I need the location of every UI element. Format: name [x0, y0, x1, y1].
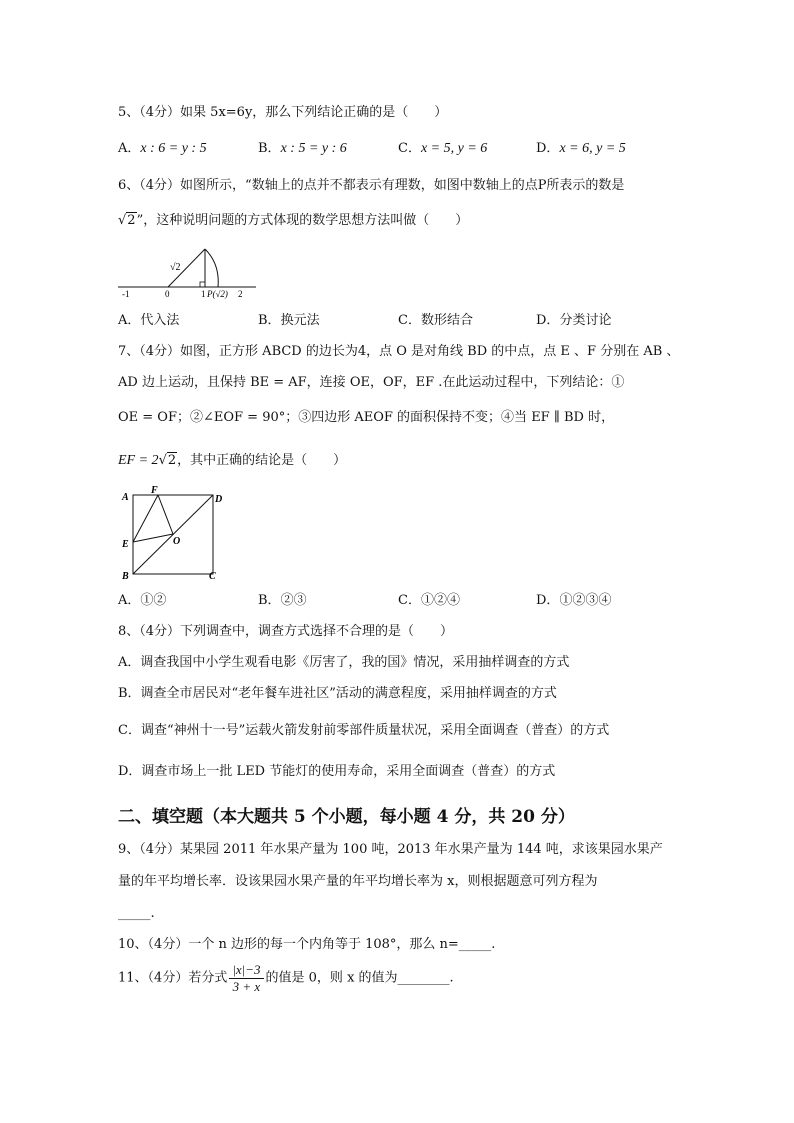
q6-stem-line2-rest: ”，这种说明问题的方式体现的数学思想方法叫做（ ）	[136, 213, 469, 228]
q7-option-b	[258, 592, 307, 610]
q7-option-c-text: ①②④	[420, 593, 460, 608]
q7-option-a	[118, 592, 166, 610]
q11-fraction	[229, 962, 263, 995]
q5-option-c-text: x = 5, y = 6	[420, 141, 488, 156]
q7-option-c	[398, 592, 460, 610]
label-d: D	[215, 494, 223, 505]
q7-option-b-label: B．	[258, 593, 281, 608]
q5-option-d-label: D．	[536, 141, 560, 156]
q7-option-d-label: D．	[536, 593, 560, 608]
tick-0: 0	[165, 289, 170, 299]
q6-stem-line2	[118, 212, 468, 230]
q6-option-d-label: D．	[536, 313, 560, 328]
label-a: A	[122, 492, 129, 503]
q11-pre: 11、（4分）若分式	[118, 970, 228, 986]
label-o: O	[173, 536, 181, 547]
q6-sqrt: √2	[118, 213, 136, 228]
q8-option-d: D．调查市场上一批 LED 节能灯的使用寿命，采用全面调查（普查）的方式	[118, 764, 556, 779]
q7-line3: OE = OF；②∠EOF = 90°；③四边形 AEOF 的面积保持不变；④当 EF ∥ BD 时，	[118, 410, 615, 425]
section-heading: 二、填空题（本大题共 5 个小题，每小题 4 分，共 20 分）	[118, 807, 575, 827]
tick-minus1: -1	[122, 289, 130, 299]
q6-option-d-text: 分类讨论	[559, 313, 612, 328]
q8-stem: 8、（4分）下列调查中，调查方式选择不合理的是（ ）	[118, 624, 454, 639]
q7-option-a-text: ①②	[140, 593, 167, 608]
q6-option-b-text: 换元法	[280, 313, 320, 328]
q7-option-b-text: ②③	[280, 593, 307, 608]
q9-blank: _____.	[118, 906, 155, 921]
right-angle-mark	[200, 282, 205, 287]
q7-line2: AD 边上运动，且保持 BE = AF，连接 OE，OF，EF .在此运动过程中，下列结论：①	[118, 375, 625, 390]
q5-option-d	[536, 140, 626, 158]
segment-ef	[133, 495, 158, 542]
q6-option-a-text: 代入法	[140, 313, 180, 328]
q7-option-d	[536, 592, 611, 610]
q5-option-b	[258, 140, 347, 158]
label-b: B	[122, 571, 129, 582]
q8-option-a: A．调查我国中小学生观看电影《厉害了，我的国》情况，采用抽样调查的方式	[118, 655, 570, 670]
q5-stem: 5、（4分）如果 5x=6y，那么下列结论正确的是（ ）	[118, 105, 448, 120]
q7-option-c-label: C．	[398, 593, 421, 608]
q7-line4-pre: EF = 2	[118, 453, 159, 468]
q5-option-c	[398, 140, 487, 158]
q6-option-b-label: B．	[258, 313, 281, 328]
q7-line4	[118, 452, 346, 470]
segment-of	[158, 495, 173, 534]
number-line-figure	[118, 244, 258, 300]
q6-stem-line1: 6、（4分）如图所示，“数轴上的点并不都表示有理数，如图中数轴上的点P所表示的数是	[118, 178, 625, 193]
hyp-label: √2	[170, 262, 181, 273]
q6-option-c	[398, 312, 473, 330]
q6-option-c-text: 数形结合	[420, 313, 473, 328]
q6-sqrt-radicand: 2	[127, 213, 136, 228]
label-f: F	[151, 485, 158, 496]
label-e: E	[122, 539, 129, 550]
q5-option-b-text: x : 5 = y : 6	[280, 141, 347, 156]
q5-option-c-label: C．	[398, 141, 421, 156]
q8-option-c: C．调查“神州十一号”运载火箭发射前零部件质量状况，采用全面调查（普查）的方式	[118, 723, 610, 738]
q5-option-a-text: x : 6 = y : 5	[140, 141, 207, 156]
q7-line4-post: ，其中正确的结论是（ ）	[177, 453, 347, 468]
arc	[205, 249, 218, 287]
q7-sqrt-radicand: 2	[167, 453, 177, 468]
tick-2: 2	[238, 289, 243, 299]
tick-1: 1	[201, 289, 206, 299]
q6-option-a-label: A．	[118, 313, 141, 328]
q11-numerator: |x|−3	[229, 962, 263, 979]
q9-line2: 量的年平均增长率．设该果园水果产量的年平均增长率为 x，则根据题意可列方程为	[118, 874, 598, 889]
q5-option-a-label: A．	[118, 141, 141, 156]
q6-option-c-label: C．	[398, 313, 421, 328]
q6-option-a	[118, 312, 179, 330]
q11-post: 的值是 0，则 x 的值为________.	[265, 970, 454, 986]
label-c: C	[209, 571, 216, 582]
q7-option-d-text: ①②③④	[559, 593, 612, 608]
tick-p: P(√2)	[207, 289, 228, 299]
q6-option-d	[536, 312, 611, 330]
q6-option-b	[258, 312, 320, 330]
q11-line	[118, 962, 454, 995]
q5-option-a	[118, 140, 207, 158]
q5-option-b-label: B．	[258, 141, 281, 156]
square-figure	[120, 486, 225, 582]
q7-option-a-label: A．	[118, 593, 141, 608]
q10-text: 10、（4分）一个 n 边形的每一个内角等于 108°，那么 n=_____.	[118, 937, 496, 952]
q8-option-b: B．调查全市居民对“老年餐车进社区”活动的满意程度，采用抽样调查的方式	[118, 686, 557, 701]
q7-sqrt: √2	[158, 453, 177, 468]
q9-line1: 9、（4分）某果园 2011 年水果产量为 100 吨，2013 年水果产量为 144 吨，求该果园水果产	[118, 842, 663, 857]
q11-denominator: 3 + x	[232, 979, 261, 994]
q7-line1: 7、（4分）如图，正方形 ABCD 的边长为4，点 O 是对角线 BD 的中点，点 E 、F 分别在 AB 、	[118, 344, 680, 359]
q5-option-d-text: x = 6, y = 5	[559, 141, 626, 156]
